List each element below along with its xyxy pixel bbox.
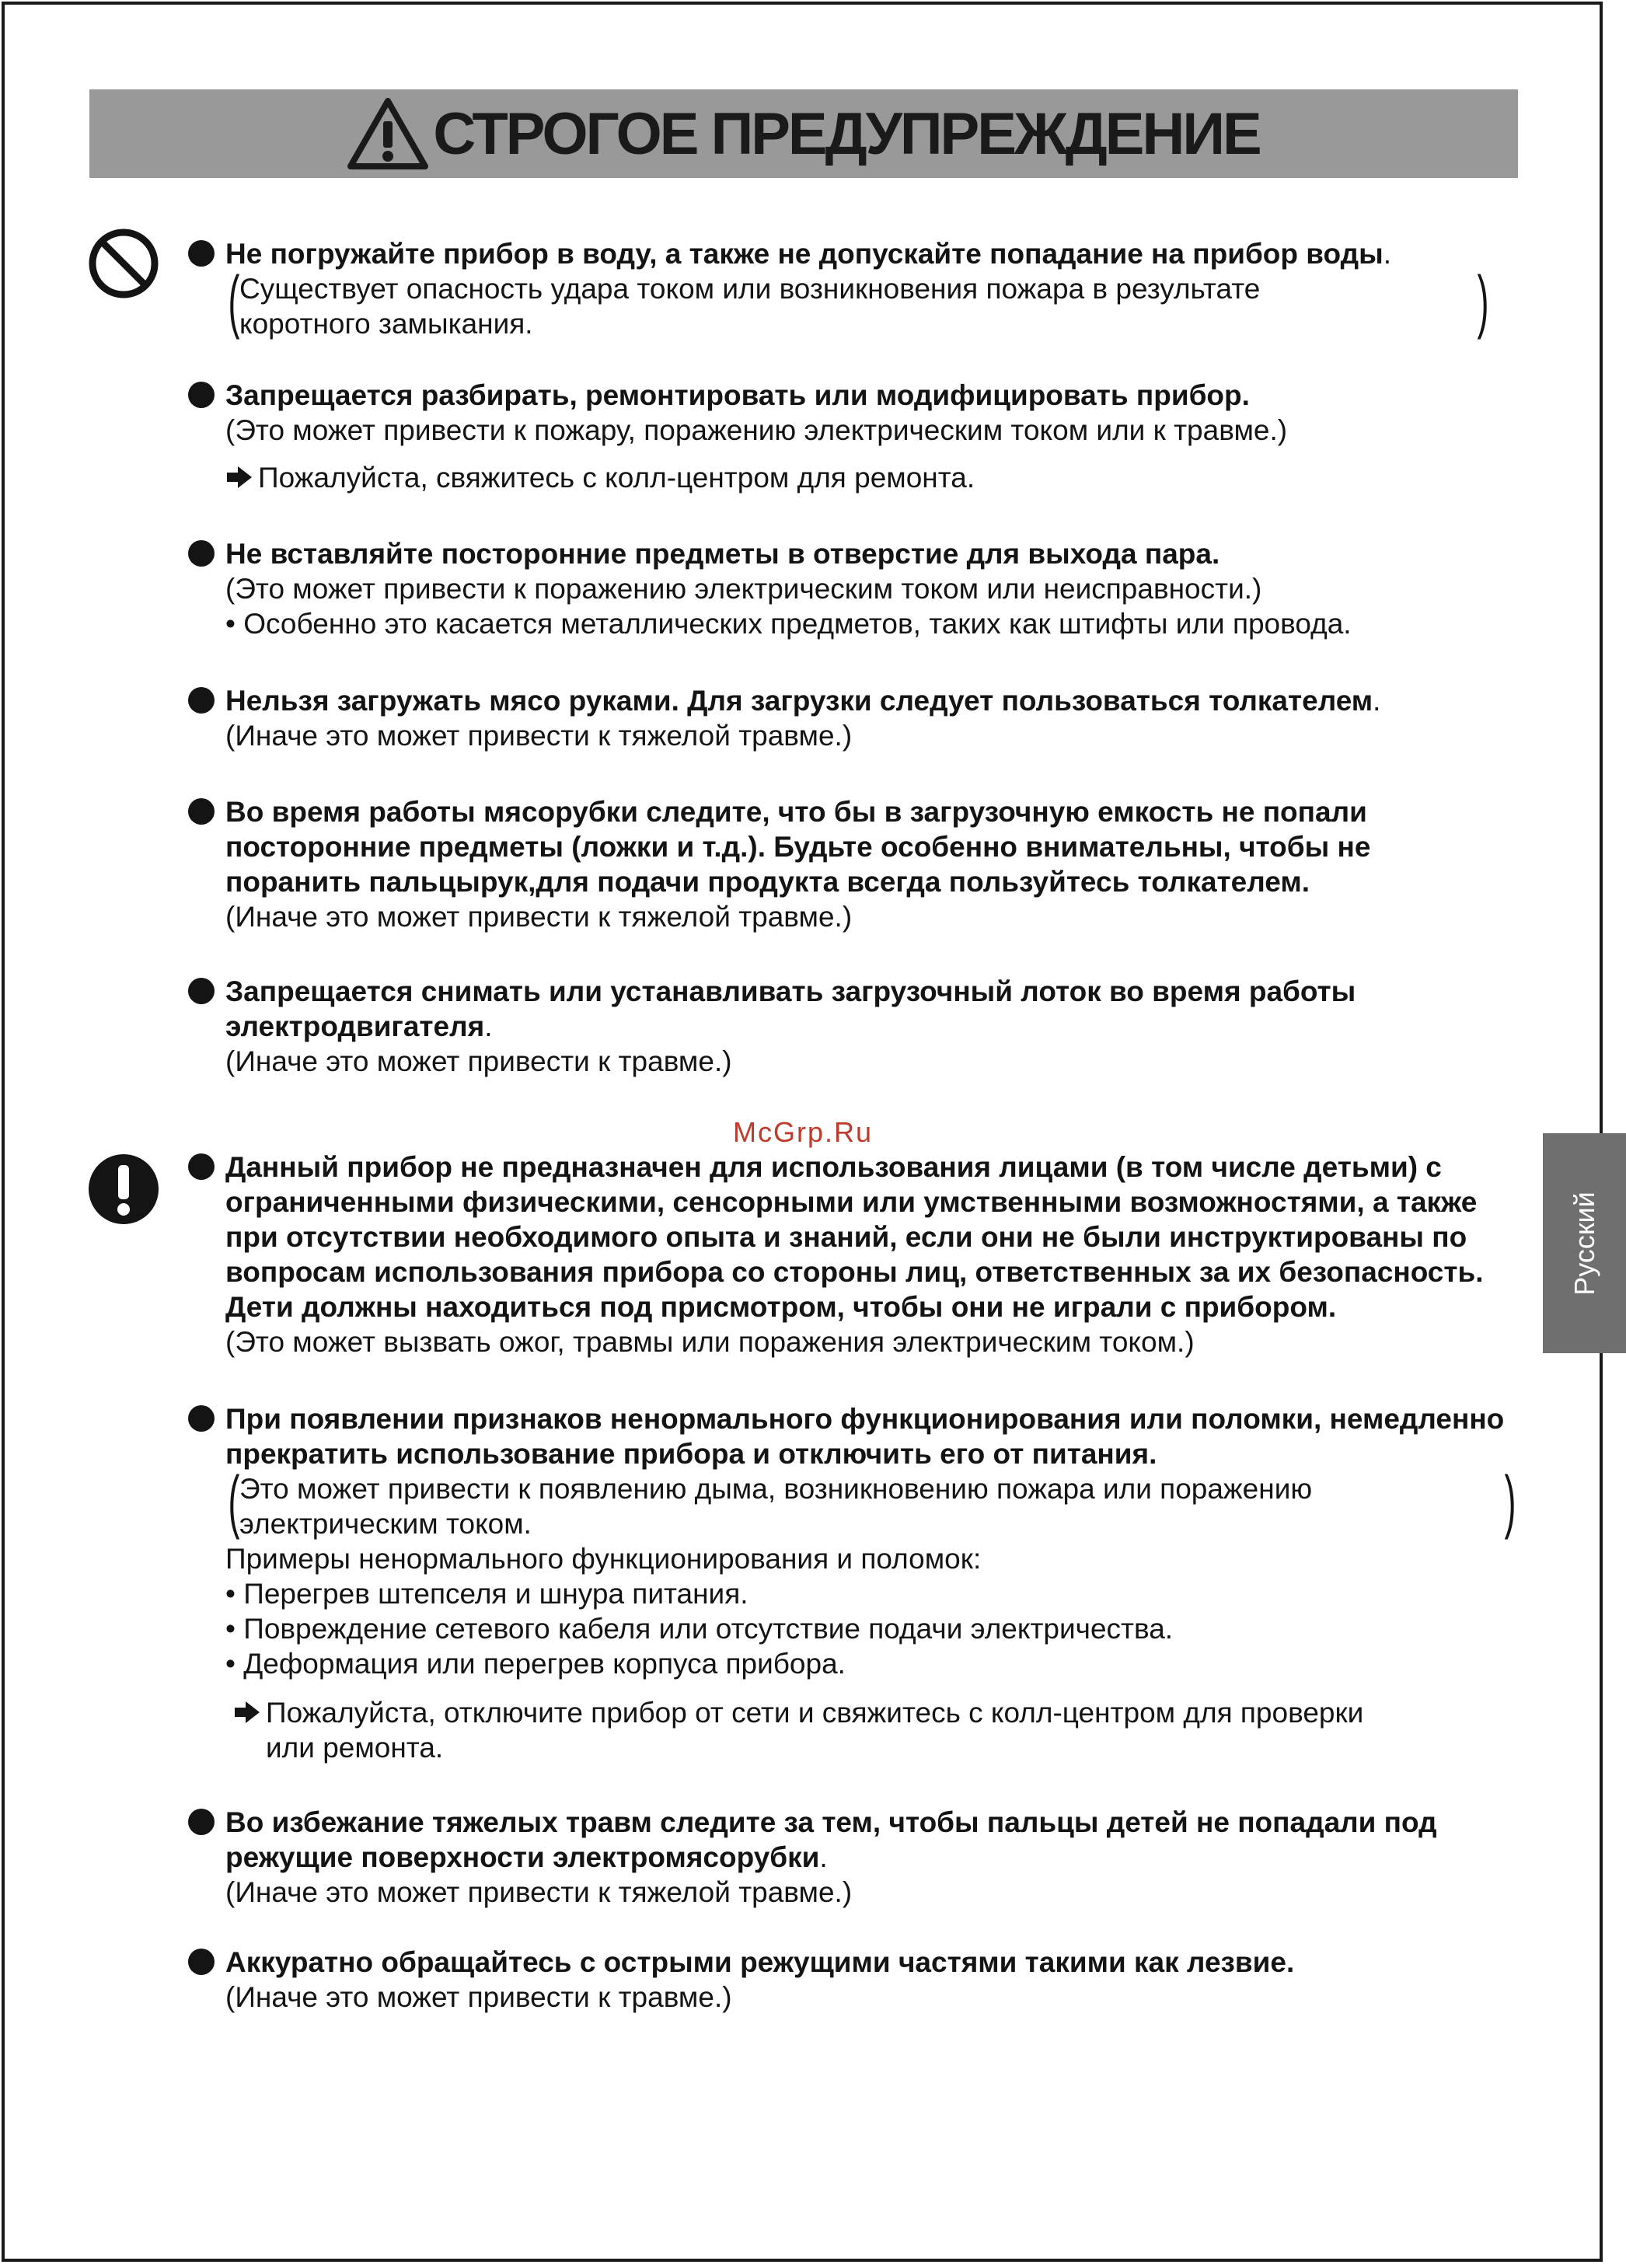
item-title: При появлении признаков ненормального функционирования или поломки, немедленно — [225, 1403, 1505, 1435]
item-title-tail: . — [1373, 685, 1381, 717]
warning-item-fingers — [193, 1805, 1530, 1910]
item-title-tail: . — [819, 1841, 828, 1873]
item-title: поранить пальцырук,для подачи продукта всегда пользуйтесь толкателем. — [225, 866, 1310, 898]
warning-triangle-icon — [347, 98, 428, 169]
item-title: при отсутствии необходимого опыта и знаний, если они не были инструктированы по — [225, 1221, 1467, 1253]
item-bullet: • Особенно это касается металлических предметов, таких как штифты или провода. — [225, 608, 1352, 640]
note-line: электрическим током. — [239, 1508, 532, 1540]
item-title: режущие поверхности электромясорубки — [225, 1841, 820, 1873]
bullet-dot — [188, 382, 215, 408]
item-note: (Иначе это может привести к травме.) — [225, 1981, 732, 2013]
instruction-line — [233, 1695, 1530, 1765]
instruction-text: или ремонта. — [266, 1732, 444, 1764]
bullet-dot — [188, 1153, 215, 1180]
item-note: (Иначе это может привести к травме.) — [225, 1045, 732, 1077]
item-title: Аккуратно обращайтесь с острыми режущими частями такими как лезвие. — [225, 1946, 1295, 1978]
example-item: • Перегрев штепселя и шнура питания. — [225, 1578, 748, 1610]
warning-item-disassemble — [193, 378, 1530, 495]
warning-item-tray — [193, 974, 1530, 1079]
instruction-text: Пожалуйста, свяжитесь с колл-центром для ремонта. — [258, 462, 975, 494]
item-title: Нельзя загружать мясо руками. Для загрузки следует пользоваться толкателем — [225, 685, 1373, 717]
instruction-text: Пожалуйста, отключите прибор от сети и свяжитесь с колл-центром для проверки — [266, 1697, 1364, 1729]
bullet-dot — [188, 1405, 215, 1432]
item-title: посторонние предметы (ложки и т.д.). Будьте особенно внимательны, чтобы не — [225, 831, 1371, 863]
item-note: (Иначе это может привести к тяжелой травме.) — [225, 720, 853, 752]
note-line: ( Существует опасность удара током или возникновения пожара в результате — [239, 273, 1261, 305]
bullet-dot — [188, 798, 215, 825]
warning-item-operation — [193, 794, 1530, 934]
item-title: прекратить использование прибора и отключить его от питания. — [225, 1438, 1157, 1470]
language-tab — [1543, 1133, 1626, 1353]
bullet-dot — [188, 1809, 215, 1835]
warning-item-malfunction — [193, 1401, 1530, 1765]
bullet-dot — [188, 1949, 215, 1975]
item-title: Дети должны находиться под присмотром, чтобы они не играли с прибором. — [225, 1291, 1337, 1323]
item-note: (Это может вызвать ожог, травмы или поражения электрическим током.) — [225, 1326, 1195, 1358]
warning-item-foreign-objects — [193, 536, 1530, 641]
title-bar — [89, 89, 1518, 178]
arrow-right-icon — [233, 1695, 261, 1730]
bullet-dot — [188, 540, 215, 567]
prohibited-icon — [87, 227, 160, 300]
item-title-tail: . — [1383, 238, 1392, 270]
item-title: Не вставляйте посторонние предметы в отверстие для выхода пара. — [225, 538, 1220, 570]
item-note: (Иначе это может привести к тяжелой травме.) — [225, 901, 853, 933]
bullet-dot — [188, 978, 215, 1004]
item-note: (Это может привести к пожару, поражению электрическим током или к травме.) — [225, 414, 1288, 446]
item-title: электродвигателя — [225, 1010, 485, 1042]
example-item: • Повреждение сетевого кабеля или отсутствие подачи электричества. — [225, 1613, 1174, 1645]
warning-item-water — [193, 236, 1530, 341]
example-item: • Деформация или перегрев корпуса прибора. — [225, 1648, 846, 1680]
warning-item-hands — [193, 683, 1530, 753]
page-title: СТРОГОЕ ПРЕДУПРЕЖДЕНИЕ — [433, 100, 1260, 167]
note-line: коротного замыкания. — [239, 308, 533, 340]
bracket-note — [225, 1471, 1522, 1541]
arrow-right-icon — [225, 460, 253, 495]
item-title: Не погружайте прибор в воду, а также не допускайте попадание на прибор воды — [225, 238, 1383, 270]
item-title: Во избежание тяжелых травм следите за тем, чтобы пальцы детей не попадали под — [225, 1806, 1437, 1838]
item-title: Запрещается снимать или устанавливать загрузочный лоток во время работы — [225, 975, 1356, 1007]
bullet-dot — [188, 240, 215, 267]
item-title: вопросам использования прибора со стороны лиц, ответственных за их безопасность. — [225, 1256, 1484, 1288]
item-title: Данный прибор не предназначен для использования лицами (в том числе детьми) с — [225, 1151, 1442, 1183]
item-title: ограниченными физическими, сенсорными или умственными возможностями, а также — [225, 1186, 1478, 1218]
bullet-dot — [188, 687, 215, 714]
item-title: Во время работы мясорубки следите, что бы в загрузочную емкость не попали — [225, 796, 1367, 828]
item-note: (Это может привести к поражению электрическим током или неисправности.) — [225, 573, 1262, 605]
warning-item-children — [193, 1150, 1530, 1359]
bracket-note — [225, 271, 1495, 341]
instruction-line — [225, 460, 1530, 495]
language-tab-label: Русский — [1568, 1191, 1600, 1296]
watermark: McGrp.Ru — [733, 1116, 874, 1148]
examples-title: Примеры ненормального функционирования и поломок: — [225, 1543, 982, 1575]
item-title: Запрещается разбирать, ремонтировать или модифицировать прибор. — [225, 379, 1250, 411]
item-note: (Иначе это может привести к тяжелой травме.) — [225, 1876, 853, 1908]
warning-item-blades — [193, 1945, 1530, 2015]
exclamation-icon — [87, 1153, 160, 1226]
item-title-tail: . — [484, 1010, 493, 1042]
note-line: ( Это может привести к появлению дыма, возникновению пожара или поражению — [239, 1473, 1313, 1505]
